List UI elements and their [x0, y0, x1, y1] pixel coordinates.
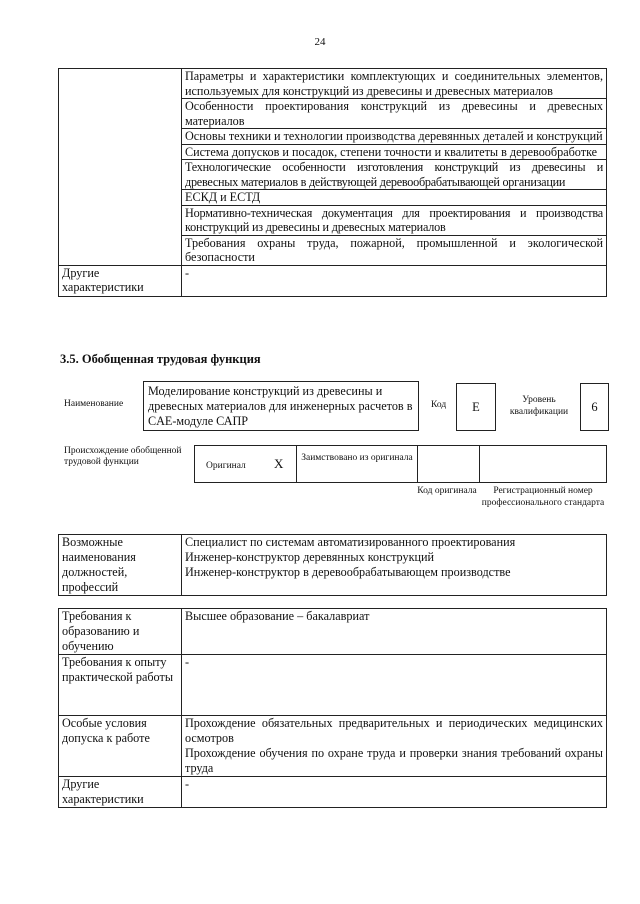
admission-conditions-label: Особые условия допуска к работе: [59, 716, 182, 777]
origin-box: [194, 445, 607, 483]
positions-table: [58, 534, 607, 596]
knowledge-row: Нормативно-техническая документация для проектирования и производства конструкций из древесины и древесных материалов: [182, 205, 607, 235]
origin-label: Происхождение обобщенной трудовой функции: [64, 446, 182, 467]
education-requirements-value: Высшее образование – бакалавриат: [182, 609, 607, 655]
position-name: Специалист по системам автоматизированного проектирования: [185, 535, 516, 549]
other-characteristics-label: Другие характеристики: [59, 265, 182, 296]
origin-divider: [479, 445, 480, 483]
admission-condition: Прохождение обязательных предварительных и периодических медицинских осмотров: [185, 716, 603, 745]
knowledge-table: [58, 68, 607, 297]
knowledge-row: Особенности проектирования конструкций из древесины и древесных материалов: [182, 99, 607, 129]
knowledge-row: Система допусков и посадок, степени точности и квалитеты в деревообработке: [182, 144, 607, 160]
positions-label: Возможные наименования должностей, профессий: [59, 535, 182, 596]
knowledge-row: Основы техники и технологии производства деревянных деталей и конструкций: [182, 129, 607, 145]
function-code-value: E: [456, 383, 496, 431]
name-label: Наименование: [64, 399, 124, 409]
code-label: Код: [431, 400, 447, 410]
knowledge-row: Параметры и характеристики комплектующих и соединительных элементов, используемых для конструкций из древесины и древесных материалов: [182, 69, 607, 99]
experience-requirements-value: -: [182, 655, 607, 716]
origin-divider: [296, 445, 297, 483]
code-original-caption: Код оригинала: [417, 486, 477, 496]
section-heading: 3.5. Обобщенная трудовая функция: [60, 352, 261, 366]
admission-conditions-values: [182, 716, 607, 777]
knowledge-row: Требования охраны труда, пожарной, промышленной и экологической безопасности: [182, 235, 607, 265]
function-name-value: Моделирование конструкций из древесины и древесных материалов для инженерных расчетов в CAE-модуле САПР: [143, 381, 419, 431]
positions-values: [182, 535, 607, 596]
other-characteristics-label: Другие характеристики: [59, 777, 182, 808]
knowledge-row: ЕСКД и ЕСТД: [182, 190, 607, 206]
education-requirements-label: Требования к образованию и обучению: [59, 609, 182, 655]
admission-condition: Прохождение обучения по охране труда и проверки знания требований охраны труда: [185, 746, 603, 775]
experience-requirements-label: Требования к опыту практической работы: [59, 655, 182, 716]
position-name: Инженер-конструктор деревянных конструкций: [185, 550, 435, 564]
requirements-table: [58, 608, 607, 808]
knowledge-label-cell: [59, 69, 182, 266]
original-label: Оригинал: [206, 461, 246, 471]
position-name: Инженер-конструктор в деревообрабатывающем производстве: [185, 565, 511, 579]
registration-number-caption: Регистрационный номер профессионального стандарта: [481, 486, 605, 508]
original-mark: X: [274, 456, 284, 471]
origin-divider: [417, 445, 418, 483]
level-label: Уровень квалификации: [509, 395, 569, 417]
other-characteristics-value: -: [182, 265, 607, 296]
borrowed-label: Заимствовано из оригинала: [301, 453, 413, 463]
qualification-level-value: 6: [580, 383, 609, 431]
page-number: 24: [314, 36, 326, 48]
knowledge-row: Технологические особенности изготовления конструкций из древесины и древесных материалов в действующей деревообрабатывающей организации: [182, 160, 607, 190]
other-characteristics-value: -: [182, 777, 607, 808]
